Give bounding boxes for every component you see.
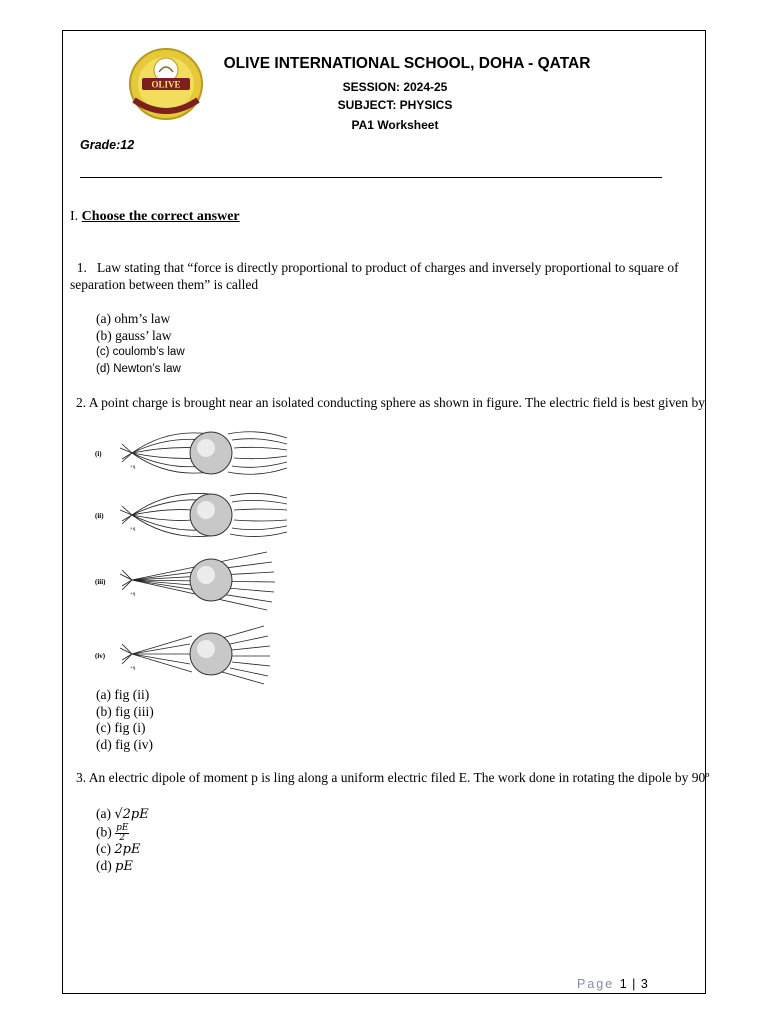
worksheet-title: PA1 Worksheet bbox=[351, 118, 439, 132]
option-label: (d) bbox=[96, 858, 112, 874]
figure-label: (i) bbox=[95, 450, 102, 458]
question-text: An electric dipole of moment p is ling along a uniform electric filed E. The work done in rotating the dipole by 90º bbox=[88, 770, 710, 785]
option-b: (b) fig (iii) bbox=[96, 703, 154, 719]
page-total: 3 bbox=[640, 977, 648, 991]
question-1 bbox=[70, 260, 695, 293]
figure-ii bbox=[92, 488, 292, 542]
option-a: (a) fig (ii) bbox=[96, 687, 150, 702]
option-c: (c) coulomb’s law bbox=[96, 346, 185, 359]
option-c bbox=[96, 841, 149, 859]
option-fraction bbox=[115, 824, 129, 843]
option-label: (b) bbox=[96, 824, 112, 840]
grade-label: Grade:12 bbox=[80, 138, 135, 152]
charge-label: +q bbox=[130, 465, 136, 470]
question-2-options bbox=[96, 687, 154, 753]
option-d: (d) fig (iv) bbox=[96, 736, 153, 752]
charge-label: +q bbox=[130, 527, 136, 532]
option-a: (a) ohm’s law bbox=[96, 311, 171, 326]
figure-iii bbox=[92, 548, 292, 614]
option-expr: 2pE bbox=[114, 841, 141, 857]
question-text: A point charge is brought near an isolated conducting sphere as shown in figure. The electric field is best given by bbox=[88, 395, 705, 410]
question-number: 3. bbox=[76, 770, 87, 785]
section-number: I. bbox=[70, 209, 79, 224]
question-2 bbox=[76, 395, 710, 412]
figure-label: (iv) bbox=[95, 652, 106, 660]
session: SESSION: 2024-25 bbox=[342, 80, 448, 94]
option-a bbox=[96, 806, 149, 824]
option-d: (d) Newton’s law bbox=[96, 362, 181, 375]
subject: SUBJECT: PHYSICS bbox=[337, 98, 453, 112]
school-name: OLIVE INTERNATIONAL SCHOOL, DOHA - QATAR bbox=[223, 55, 591, 72]
logo-text: OLIVE bbox=[151, 79, 181, 90]
option-expr: pE bbox=[115, 859, 133, 875]
option-b: (b) gauss’ law bbox=[96, 327, 172, 343]
figure-label: (iii) bbox=[95, 578, 106, 586]
question-number: 2. bbox=[76, 395, 87, 410]
figure-iv bbox=[92, 622, 292, 688]
question-1-options bbox=[96, 311, 185, 377]
option-expr: √2pE bbox=[114, 807, 149, 822]
question-3 bbox=[76, 770, 720, 787]
question-number: 1. bbox=[76, 260, 87, 275]
page-word: Page bbox=[577, 977, 615, 991]
option-c: (c) fig (i) bbox=[96, 720, 146, 736]
fraction-denominator: 2 bbox=[119, 832, 126, 843]
option-d bbox=[96, 858, 149, 876]
charge-label: +q bbox=[130, 592, 136, 597]
fraction-numerator: pE bbox=[116, 822, 129, 833]
option-label: (c) bbox=[96, 840, 111, 856]
option-label: (a) bbox=[96, 806, 111, 821]
section-heading bbox=[70, 209, 240, 225]
question-text: Law stating that “force is directly proportional to product of charges and inversely proportional to square of separation between them” is called bbox=[70, 260, 679, 292]
page-footer: Page 1 | 3 bbox=[577, 977, 648, 991]
question-3-options bbox=[96, 806, 149, 876]
charge-label: +q bbox=[130, 666, 136, 671]
figure-label: (ii) bbox=[95, 512, 104, 520]
option-b bbox=[96, 824, 149, 841]
section-title: Choose the correct answer bbox=[81, 209, 240, 224]
figure-i bbox=[92, 426, 292, 480]
page-number: 1 bbox=[619, 977, 627, 991]
header-rule bbox=[80, 177, 662, 178]
